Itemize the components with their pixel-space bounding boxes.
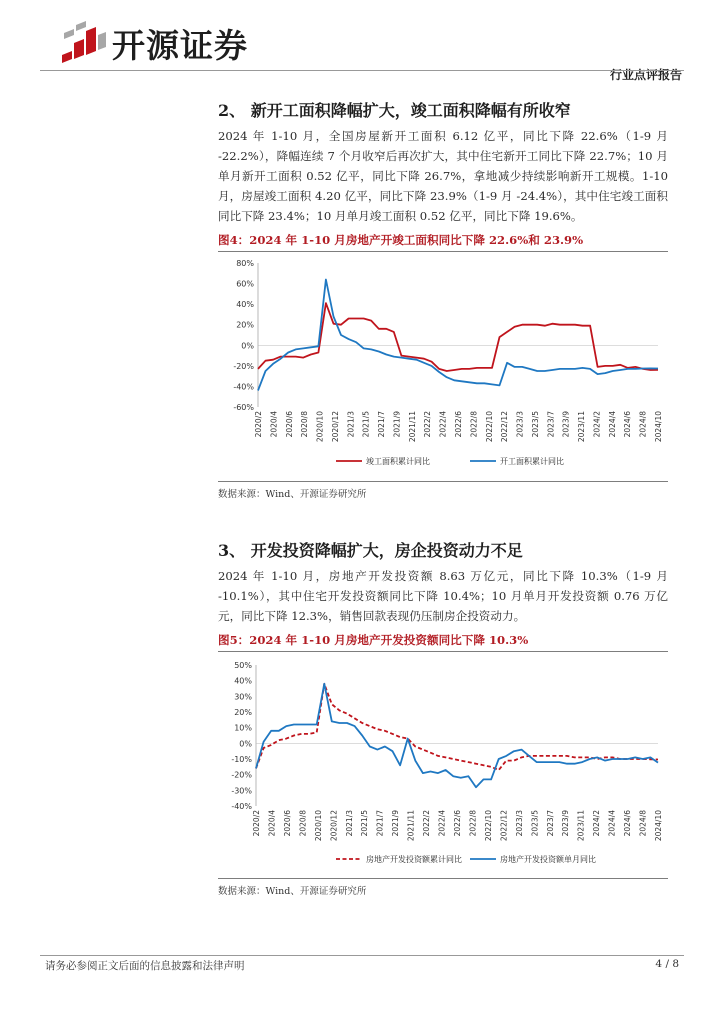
footer-disclaimer: 请务必参阅正文后面的信息披露和法律声明 (45, 960, 245, 972)
chart-1-ytick-label: 20% (234, 708, 252, 717)
figure-5-chart (218, 652, 668, 877)
chart-1-ytick-label: -40% (231, 802, 252, 811)
footer-divider (40, 955, 684, 956)
chart-1-xtick-label: 2022/6 (453, 810, 462, 837)
section-2-paragraph: 2024 年 1-10 月，全国房屋新开工面积 6.12 亿平，同比下降 22.6%（1-9 月 -22.2%），降幅连续 7 个月收窄后再次扩大，其中住宅新开工同比下降 22.7%；10 月单月新开工面积 0.52 亿平，同比下降 26.7%，拿地减少持续影响新开工规模。1-10 月，房屋竣工面积 4.20 亿平，同比下降 23.9%（1-9 月 -24.4%），其中住宅竣工面积同比下降 23.4%；10 月单月竣工面积 0.52 亿平，同比下降 19.6%。 (218, 129, 668, 223)
chart-1-ytick-label: 50% (234, 661, 252, 670)
chart-0-xtick-label: 2021/3 (346, 411, 356, 438)
chart-1-ytick-label: 10% (234, 723, 252, 733)
section-3-paragraph: 2024 年 1-10 月，房地产开发投资额 8.63 万亿元，同比下降 10.3%（1-9 月 -10.1%），其中住宅开发投资额同比下降 10.4%；10 月单月开发投资额 0.76 万亿元，同比下降 12.3%，销售回款表现仍压制房企投资动力。 (218, 569, 668, 623)
header-divider (40, 70, 684, 71)
chart-1-xtick-label: 2022/12 (499, 810, 509, 842)
chart-1-xtick-label: 2024/8 (638, 810, 648, 837)
figure-5-title: 图5：2024 年 1-10 月房地产开发投资额同比下降 10.3% (218, 632, 668, 652)
chart-1-ytick-label: 0% (239, 739, 252, 749)
section-2-title: 2、 新开工面积降幅扩大，竣工面积降幅有所收窄 (218, 101, 571, 120)
chart-0-xtick-label: 2022/12 (500, 411, 510, 443)
chart-0-series-1-line (258, 280, 658, 391)
brand-logo (60, 18, 248, 68)
chart-1-ytick-label: -10% (231, 755, 252, 764)
chart-0-xtick-label: 2024/10 (654, 411, 663, 443)
chart-1-xtick-label: 2024/2 (592, 810, 602, 837)
chart-0-ytick-label: -60% (233, 403, 254, 412)
chart-1-xtick-label: 2021/9 (391, 810, 401, 837)
chart-0-xtick-label: 2020/4 (269, 411, 279, 438)
brand-logo-icon (60, 21, 106, 65)
chart-0-xtick-label: 2024/4 (607, 411, 617, 438)
figure-4-title: 图4：2024 年 1-10 月房地产开竣工面积同比下降 22.6%和 23.9% (218, 232, 668, 252)
chart-1-xtick-label: 2023/3 (514, 810, 524, 837)
chart-0-ytick-label: 40% (236, 300, 254, 310)
chart-1-xtick-label: 2024/4 (607, 810, 617, 837)
figure-4-source: 数据来源：Wind、开源证券研究所 (218, 481, 668, 500)
chart-1-xtick-label: 2020/8 (298, 810, 308, 837)
chart-0-ytick-label: 0% (241, 341, 254, 351)
chart-1-xtick-label: 2020/10 (313, 810, 323, 842)
chart-0-xtick-label: 2024/8 (638, 411, 648, 438)
chart-1-xtick-label: 2023/11 (576, 810, 586, 842)
chart-1-xtick-label: 2021/3 (344, 810, 354, 837)
chart-0-xtick-label: 2021/9 (392, 411, 402, 438)
chart-0-xtick-label: 2023/3 (515, 411, 525, 438)
chart-1-xtick-label: 2020/12 (329, 810, 339, 842)
chart-0-xtick-label: 2023/11 (577, 411, 587, 443)
chart-1-xtick-label: 2024/10 (654, 810, 663, 842)
chart-0-xtick-label: 2022/6 (454, 411, 463, 438)
figure-5-source: 数据来源：Wind、开源证券研究所 (218, 878, 668, 897)
chart-0-xtick-label: 2022/2 (423, 411, 433, 438)
chart-1-xtick-label: 2020/6 (282, 810, 292, 837)
chart-0-xtick-label: 2022/8 (469, 411, 479, 438)
chart-0-series-0-line (258, 303, 658, 371)
chart-0-legend-1-label: 开工面积累计同比 (500, 457, 564, 466)
chart-0-xtick-label: 2021/7 (377, 411, 387, 438)
chart-1-xtick-label: 2023/7 (545, 810, 555, 837)
chart-1-legend-1-label: 房地产开发投资额单月同比 (500, 855, 596, 864)
chart-1-xtick-label: 2020/2 (252, 810, 261, 837)
chart-1-ytick-label: -20% (231, 770, 252, 780)
chart-0-legend-0-label: 竣工面积累计同比 (366, 457, 430, 466)
chart-0-xtick-label: 2020/6 (284, 411, 294, 438)
chart-0-xtick-label: 2021/11 (407, 411, 417, 443)
chart-1-xtick-label: 2023/9 (561, 810, 571, 837)
chart-0-ytick-label: -40% (233, 382, 254, 392)
chart-0-xtick-label: 2022/4 (438, 411, 448, 438)
chart-0-xtick-label: 2020/8 (300, 411, 310, 438)
chart-1-legend-0-label: 房地产开发投资额累计同比 (366, 855, 462, 864)
chart-0-ytick-label: -20% (233, 361, 254, 371)
chart-1-ytick-label: -30% (231, 786, 252, 796)
chart-0-xtick-label: 2020/10 (315, 411, 325, 443)
chart-1-ytick-label: 30% (234, 692, 252, 702)
chart-0-xtick-label: 2023/9 (561, 411, 571, 438)
brand-name: 开源证券 (112, 25, 248, 65)
figure-4-chart (218, 252, 668, 480)
chart-1-xtick-label: 2022/2 (422, 810, 432, 837)
chart-0-ytick-label: 80% (236, 259, 254, 268)
chart-0-xtick-label: 2020/2 (254, 411, 263, 438)
chart-0-xtick-label: 2022/10 (484, 411, 494, 443)
chart-1-xtick-label: 2022/4 (437, 810, 447, 837)
chart-0-xtick-label: 2024/2 (592, 411, 602, 438)
chart-1-ytick-label: 40% (234, 676, 252, 686)
chart-0-ytick-label: 60% (236, 279, 254, 289)
chart-0-xtick-label: 2023/5 (530, 411, 540, 438)
chart-0-ytick-label: 20% (236, 320, 254, 330)
chart-1-xtick-label: 2021/5 (360, 810, 370, 837)
report-type-label: 行业点评报告 (609, 68, 682, 82)
chart-1-xtick-label: 2020/4 (267, 810, 277, 837)
chart-1-series-1-line (256, 684, 658, 787)
page-number: 4 / 8 (655, 958, 679, 970)
chart-1-xtick-label: 2024/6 (623, 810, 633, 837)
chart-1-xtick-label: 2022/8 (468, 810, 478, 837)
chart-1-xtick-label: 2021/11 (406, 810, 416, 842)
section-3-title: 3、 开发投资降幅扩大，房企投资动力不足 (218, 541, 523, 560)
chart-1-xtick-label: 2021/7 (375, 810, 385, 837)
chart-0-xtick-label: 2021/5 (361, 411, 371, 438)
chart-0-xtick-label: 2020/12 (330, 411, 340, 443)
chart-0-xtick-label: 2024/6 (623, 411, 633, 438)
chart-0-xtick-label: 2023/7 (546, 411, 556, 438)
chart-1-xtick-label: 2023/5 (530, 810, 540, 837)
chart-1-xtick-label: 2022/10 (483, 810, 493, 842)
